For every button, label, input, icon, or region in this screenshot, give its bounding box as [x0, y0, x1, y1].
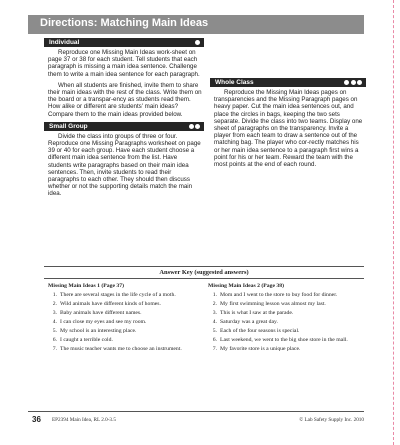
item-number: 2.: [52, 301, 57, 308]
item-number: 1.: [52, 292, 57, 299]
difficulty-dots-three: [344, 80, 362, 85]
individual-paragraph-2: When all students are finished, invite them to share their main ideas with the rest of the class. Write them on the board or a transpar-ency as students read them. How alike or different are students' main ideas? Compare them to the main ideas provided below.: [48, 81, 202, 118]
list-item: [208, 346, 360, 352]
left-column: [44, 38, 204, 202]
page-title: Directions: Matching Main Ideas: [40, 17, 209, 29]
small-group-section-title: Small Group: [49, 122, 88, 130]
answer-key-left: [48, 283, 200, 355]
answer-list-left: [48, 292, 200, 352]
list-item: [48, 319, 200, 325]
whole-class-section-title: Whole Class: [215, 79, 254, 86]
item-text: Baby animals have different names.: [60, 310, 142, 317]
dot-icon: [344, 80, 349, 85]
item-number: 5.: [212, 328, 217, 335]
dot-icon: [195, 40, 200, 45]
item-text: This is what I saw at the parade.: [220, 310, 294, 317]
individual-section-title: Individual: [49, 39, 80, 46]
whole-class-paragraph: Reproduce the Missing Main Ideas pages on transparencies and the Missing Paragraph pages on heavy paper. Cut the main idea sentences out, and place the circles in bags, keeping the two sets separate. Divide the class into two teams. Display one sheet of paragraphs on the transparency. Invite a player from each team to draw a sentence out of the matching bag. The player who cor-rectly matches his or her main idea sentence to a paragraph first wins a point for his or her team. Reward the team with the most points at the end of each round.: [214, 89, 363, 169]
small-group-paragraph: Divide the class into groups of three or four. Reproduce one Missing Paragraphs worksheet on page 39 or 40 for each group. Have each student choose a different main idea sentence from the list. Have students write paragraphs based on their main idea sentences. Then, invite students to read their paragraphs to each other. They should then discuss whether or not the supporting details match the main idea.: [48, 132, 201, 198]
item-number: 5.: [52, 328, 57, 335]
list-item: [48, 301, 200, 307]
dot-icon: [195, 124, 200, 129]
list-item: [208, 319, 360, 325]
item-text: Wild animals have different kinds of homes.: [60, 301, 161, 308]
item-text: There are several stages in the life cycle of a moth.: [60, 292, 176, 299]
whole-class-section-header: [210, 78, 366, 87]
difficulty-dots-one: [195, 40, 200, 45]
item-number: 7.: [52, 346, 57, 353]
individual-section-header: [44, 38, 204, 47]
list-item: [208, 301, 360, 307]
item-number: 3.: [52, 310, 57, 317]
list-item: [48, 328, 200, 334]
item-number: 7.: [212, 346, 217, 353]
item-text: My favorite store is a unique place.: [220, 346, 301, 353]
dot-icon: [357, 80, 362, 85]
item-number: 4.: [52, 319, 57, 326]
item-text: Each of the four seasons is special.: [220, 328, 300, 335]
product-code: EP2394 Main Idea, RL 2.0-3.5: [52, 417, 116, 423]
item-number: 1.: [212, 292, 217, 299]
answer-key-title: Answer Key (suggested answers): [159, 269, 249, 276]
item-text: My school is an interesting place.: [60, 328, 137, 335]
item-text: The music teacher wants me to choose an instrument.: [60, 346, 182, 353]
page-number: 36: [32, 415, 41, 424]
item-text: Saturday was a great day.: [220, 319, 278, 326]
list-item: [208, 337, 360, 343]
item-number: 6.: [212, 337, 217, 344]
right-column: [210, 38, 366, 172]
answer-key-right-heading: Missing Main Ideas 2 (Page 38): [208, 283, 284, 289]
item-text: Last weekend, we went to the big shoe store in the mall.: [220, 337, 348, 344]
list-item: [208, 292, 360, 298]
list-item: [208, 328, 360, 334]
answer-key-top-rule: [44, 266, 364, 267]
item-number: 4.: [212, 319, 217, 326]
item-text: Mom and I went to the store to buy food for dinner.: [220, 292, 338, 299]
item-number: 3.: [212, 310, 217, 317]
item-text: I can close my eyes and see my room.: [60, 319, 147, 326]
difficulty-dots-two: [189, 124, 201, 129]
answer-key-right: [208, 283, 360, 355]
dot-icon: [189, 124, 194, 129]
list-item: [48, 292, 200, 298]
item-number: 2.: [212, 301, 217, 308]
answer-key-divider: [44, 278, 364, 279]
list-item: [208, 310, 360, 316]
footer-rule: [28, 411, 364, 412]
item-text: My first swimming lesson was almost my last.: [220, 301, 326, 308]
answer-list-right: [208, 292, 360, 352]
item-number: 6.: [52, 337, 57, 344]
list-item: [48, 346, 200, 352]
right-column-spacer: [210, 38, 366, 78]
dot-icon: [351, 80, 356, 85]
item-text: I caught a terrible cold.: [60, 337, 113, 344]
copyright-notice: © Lab Safety Supply Inc. 2010: [299, 417, 364, 423]
list-item: [48, 337, 200, 343]
individual-paragraph-1: Reproduce one Missing Main Ideas work-sheet on page 37 or 38 for each student. Tell students that each paragraph is missing a main idea sentence. Challenge them to write a main idea sentence for each paragraph.: [48, 49, 200, 78]
list-item: [48, 310, 200, 316]
small-group-section-header: [44, 122, 204, 131]
margin-guide-line: [393, 0, 394, 445]
answer-key-left-heading: Missing Main Ideas 1 (Page 37): [48, 283, 124, 289]
